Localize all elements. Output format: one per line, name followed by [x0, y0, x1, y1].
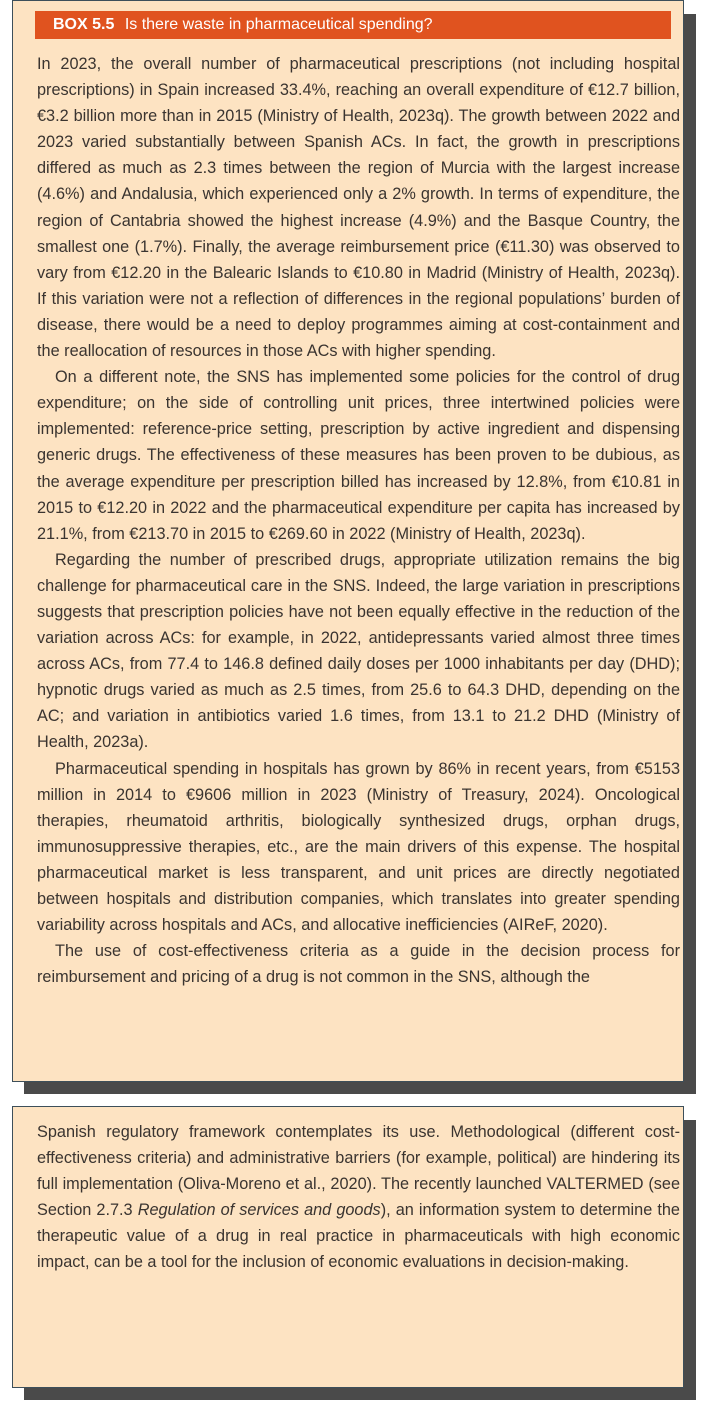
paragraph: The use of cost-effectiveness criteria as a guide in the decision process for reimbursement and pricing of a drug is not common in the SNS, although the — [37, 942, 680, 987]
box-body — [37, 51, 680, 990]
box-shadow — [684, 1120, 696, 1400]
paragraph-continued — [37, 1119, 680, 1276]
box-shadow — [24, 1082, 696, 1094]
box-shadow — [684, 14, 696, 1094]
text-box-main — [12, 0, 684, 1082]
continuation-text: Spanish regulatory framework contemplates its use. Methodological (different cost-effectiveness criteria) and administrative barriers (for example, political) are hindering its full implementation (Oliva-Moreno et al., 2020). The recently launched VALTERMED (see Section 2.7.3 — [37, 1123, 680, 1220]
paragraph: In 2023, the overall number of pharmaceutical prescriptions (not including hospital prescriptions) in Spain increased 33.4%, reaching an overall expenditure of €12.7 billion, €3.2 billion more than in 2015 (Ministry of Health, 2023q). The growth between 2022 and 2023 varied substantially between Spanish ACs. In fact, the growth in prescriptions differed as much as 2.3 times between the region of Murcia with the largest increase (4.6%) and Andalusia, which experienced only a 2% growth. In terms of expenditure, the region of Cantabria showed the highest increase (4.9%) and the Basque Country, the smallest one (1.7%). Finally, the average reimbursement price (€11.30) was observed to vary from €12.20 in the Balearic Islands to €10.80 in Madrid (Ministry of Health, 2023q). If this variation were not a reflection of differences in the regional populations’ burden of disease, there would be a need to deploy programmes aiming at cost-containment and the reallocation of resources in those ACs with higher spending. — [37, 55, 680, 361]
box-number: BOX 5.5 — [53, 16, 115, 33]
paragraph: On a different note, the SNS has implemented some policies for the control of drug expenditure; on the side of controlling unit prices, three intertwined policies were implemented: reference-price setting, prescription by active ingredient and dispensing generic drugs. The effectiveness of these measures has been proven to be dubious, as the average expenditure per prescription billed has increased by 12.8%, from €10.81 in 2015 to €12.20 in 2022 and the pharmaceutical expenditure per capita has increased by 21.1%, from €213.70 in 2015 to €269.60 in 2022 (Ministry of Health, 2023q). — [37, 368, 680, 543]
box-shadow — [24, 1388, 696, 1400]
paragraph: Regarding the number of prescribed drugs, appropriate utilization remains the big challenge for pharmaceutical care in the SNS. Indeed, the large variation in prescriptions suggests that prescription policies have not been equally effective in the reduction of the variation across ACs: for example, in 2022, antidepressants varied almost three times across ACs, from 77.4 to 146.8 defined daily doses per 1000 inhabitants per day (DHD); hypnotic drugs varied as much as 2.5 times, from 25.6 to 64.3 DHD, depending on the AC; and variation in antibiotics varied 1.6 times, from 13.1 to 21.2 DHD (Ministry of Health, 2023a). — [37, 550, 680, 752]
continuation-text: ), an information system to determine the therapeutic value of a drug in real practice in pharmaceuticals with high economic impact, can be a tool for the inclusion of economic evaluations in decision-making. — [37, 1201, 680, 1272]
box-body-continued — [37, 1119, 680, 1276]
box-header — [35, 11, 671, 39]
paragraph: Pharmaceutical spending in hospitals has grown by 86% in recent years, from €5153 million in 2014 to €9606 million in 2023 (Ministry of Treasury, 2024). Oncological therapies, rheumatoid arthritis, biologically synthesized drugs, orphan drugs, immunosuppressive therapies, etc., are the main drivers of this expense. The hospital pharmaceutical market is less transparent, and unit prices are directly negotiated between hospitals and distribution companies, which translates into greater spending variability across hospitals and ACs, and allocative inefficiencies (AIReF, 2020). — [37, 759, 680, 935]
box-title: Is there waste in pharmaceutical spending? — [124, 16, 433, 33]
text-box-continued — [12, 1106, 684, 1388]
section-reference: Regulation of services and goods — [137, 1201, 381, 1220]
